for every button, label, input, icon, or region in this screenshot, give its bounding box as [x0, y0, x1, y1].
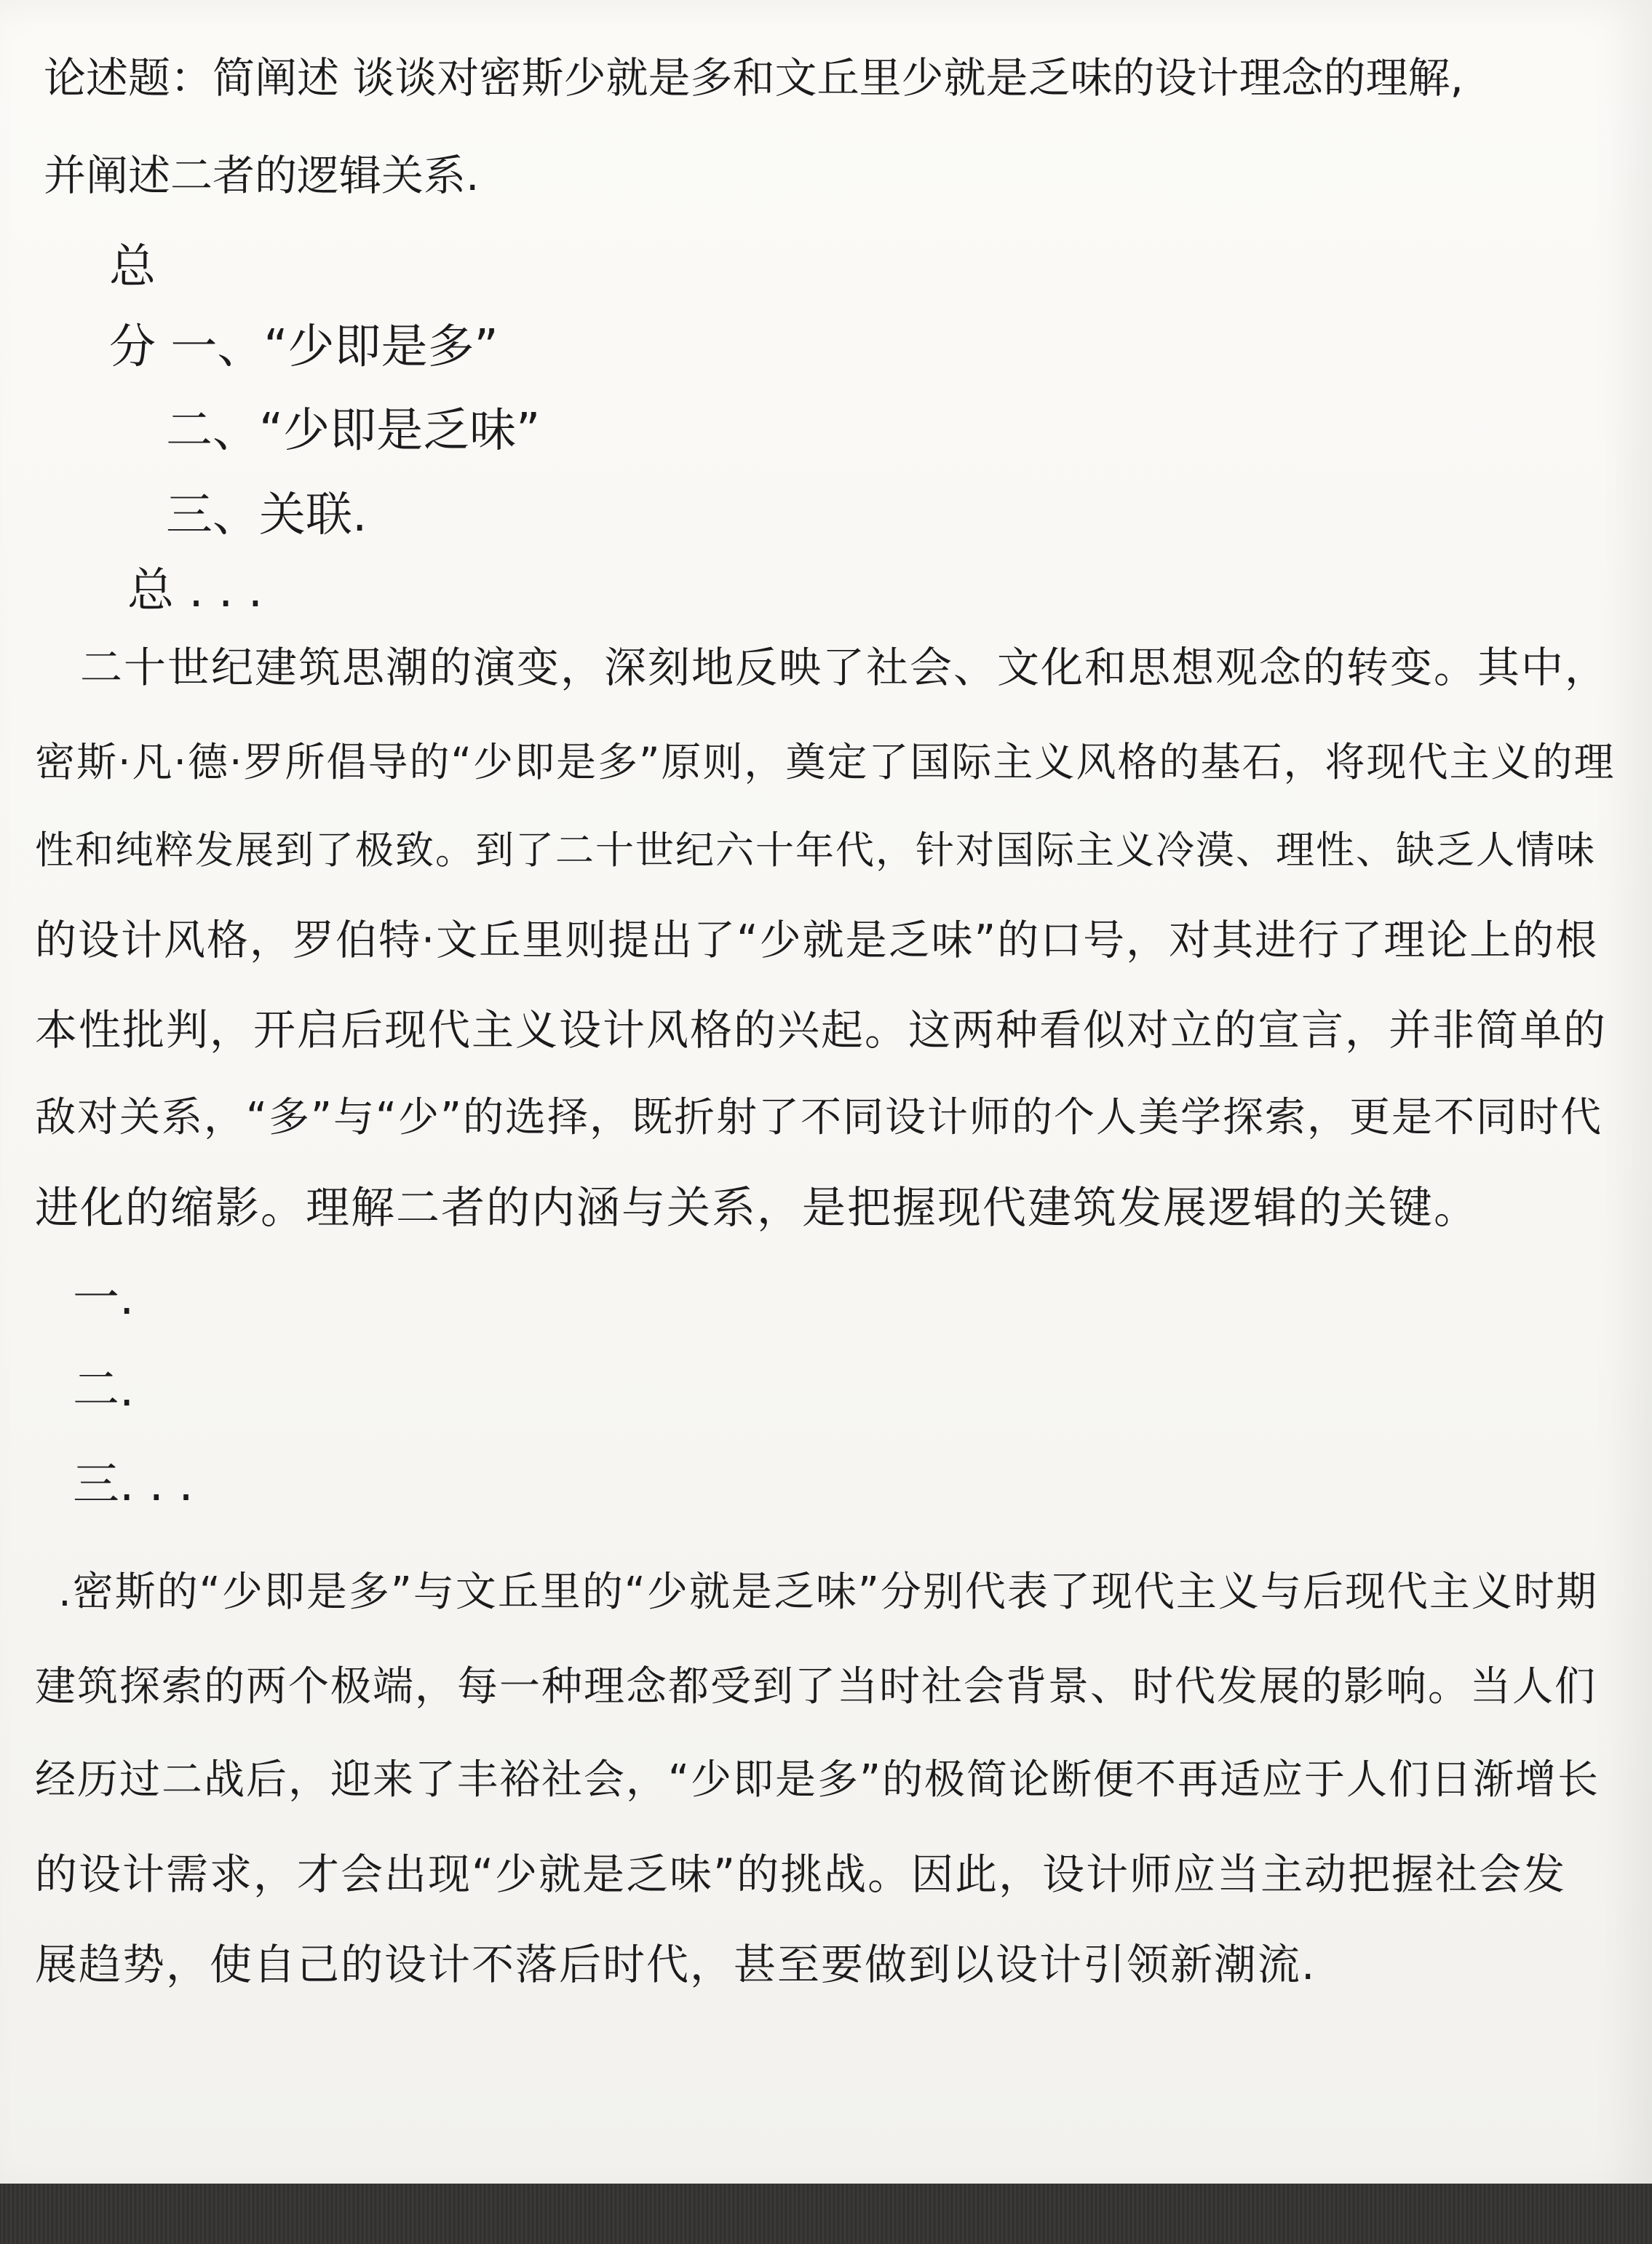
body-point-2: 二.	[73, 1363, 135, 1417]
conclusion-paragraph-line: 的设计需求，才会出现“少就是乏味”的挑战。因此，设计师应当主动把握社会发	[35, 1849, 1567, 1899]
intro-paragraph-line: 的设计风格，罗伯特·文丘里则提出了“少就是乏味”的口号，对其进行了理论上的根	[35, 916, 1599, 964]
intro-paragraph-line: 进化的缩影。理解二者的内涵与关系，是把握现代建筑发展逻辑的关键。	[35, 1183, 1479, 1234]
background-fabric	[0, 2184, 1652, 2244]
intro-paragraph-line: 性和纯粹发展到了极致。到了二十世纪六十年代，针对国际主义冷漠、理性、缺乏人情味	[35, 828, 1596, 873]
intro-paragraph-line: 敌对关系，“多”与“少”的选择，既折射了不同设计师的个人美学探索，更是不同时代	[35, 1094, 1603, 1141]
conclusion-paragraph-line: 建筑探索的两个极端，每一种理念都受到了当时社会背景、时代发展的影响。当人们	[35, 1663, 1597, 1710]
conclusion-paragraph-line: .密斯的“少即是多”与文丘里的“少就是乏味”分别代表了现代主义与后现代主义时期	[58, 1569, 1598, 1616]
outline-conclusion: 总 . . .	[127, 564, 263, 618]
conclusion-paragraph-line: 经历过二战后，迎来了丰裕社会，“少即是多”的极简论断便不再适应于人们日渐增长	[35, 1756, 1600, 1804]
outline-part-1: 分 一、“少即是多”	[109, 320, 499, 374]
question-line-2: 并阐述二者的逻辑关系.	[44, 151, 480, 200]
intro-paragraph-line: 二十世纪建筑思潮的演变，深刻地反映了社会、文化和思想观念的转变。其中，	[80, 643, 1609, 692]
question-line-1: 论述题：简阐述 谈谈对密斯少就是多和文丘里少就是乏味的设计理念的理解,	[44, 53, 1464, 103]
conclusion-paragraph-line: 展趋势，使自己的设计不落后时代，甚至要做到以设计引领新潮流.	[35, 1940, 1317, 1989]
outline-part-2: 二、“少即是乏味”	[166, 404, 541, 458]
outline-intro: 总	[109, 240, 156, 294]
body-point-3: 三. . .	[73, 1458, 194, 1512]
intro-paragraph-line: 本性批判，开启后现代主义设计风格的兴起。这两种看似对立的宣言，并非简单的	[35, 1005, 1608, 1055]
body-point-1: 一.	[73, 1272, 135, 1325]
intro-paragraph-line: 密斯·凡·德·罗所倡导的“少即是多”原则，奠定了国际主义风格的基石，将现代主义的理	[35, 739, 1616, 785]
outline-part-3: 三、关联.	[166, 488, 368, 542]
